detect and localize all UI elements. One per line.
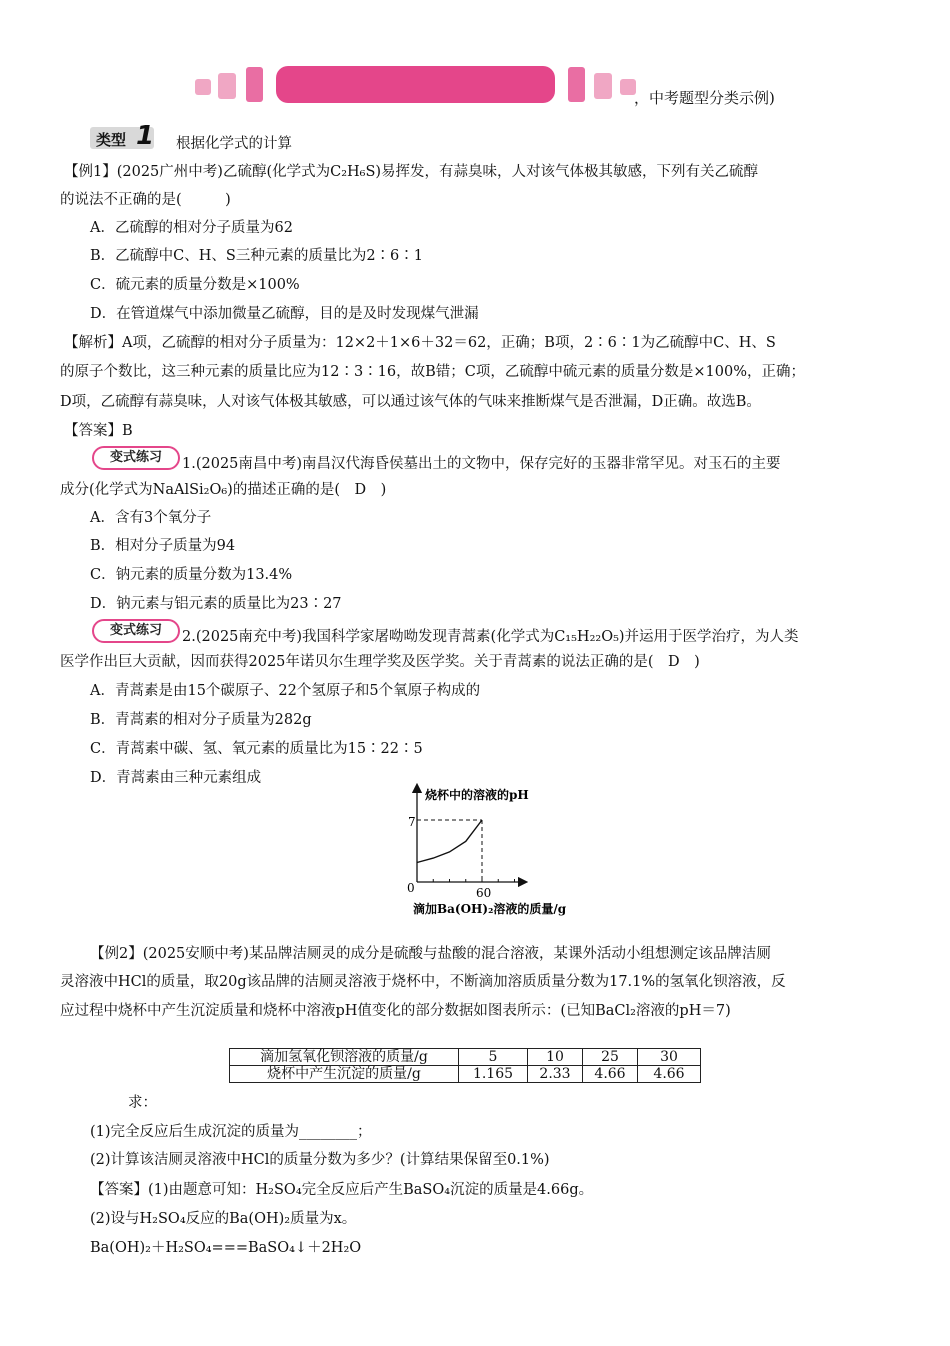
practice2-option-c: C．青蒿素中碳、氢、氧元素的质量比为15∶22∶5 [90,741,423,757]
practice-tag-1: 变式练习 [92,446,180,470]
table-cell: 4.66 [638,1066,701,1083]
practice2-line1: 2.(2025南充中考)我国科学家屠呦呦发现青蒿素(化学式为C₁₅H₂₂O₅)并运用于医学治疗，为人类 [182,629,799,645]
banner-decoration-left-2 [218,73,236,99]
banner-main-bar [276,66,555,103]
example1-option-a: A．乙硫醇的相对分子质量为62 [90,220,293,236]
example1-answer: 【答案】B [64,423,133,439]
example1-analysis-2: 的原子个数比，这三种元素的质量比应为12∶3∶16，故B错；C项，乙硫醇中硫元素的质量分数是×100%，正确； [60,364,805,380]
banner-decoration-right-1 [568,67,585,102]
example1-analysis-3: D项，乙硫醇有蒜臭味，人对该气体极其敏感，可以通过该气体的气味来推断煤气是否泄漏，D正确。故选B。 [60,394,761,410]
chart-origin-label: 0 [407,881,415,895]
table-cell: 1.165 [459,1066,528,1083]
example2-line1: 【例2】(2025安顺中考)某品牌洁厕灵的成分是硫酸与盐酸的混合溶液，某课外活动小组想测定该品牌洁厕 [90,946,771,962]
example2-line2: 灵溶液中HCl的质量，取20g该品牌的洁厕灵溶液于烧杯中，不断滴加溶质质量分数为17.1%的氢氧化钡溶液，反 [60,974,786,990]
practice1-option-d: D．钠元素与铝元素的质量比为23∶27 [90,596,342,612]
table-cell: 4.66 [583,1066,638,1083]
practice-tag-2: 变式练习 [92,619,180,643]
example2-question1: (1)完全反应后生成沉淀的质量为________； [90,1124,372,1140]
practice1-line2: 成分(化学式为NaAlSi₂O₆)的描述正确的是( D ) [60,482,387,498]
banner-decoration-left-3 [246,67,263,102]
table-row [230,1066,701,1083]
practice1-line1: 1.(2025南昌中考)南昌汉代海昏侯墓出土的文物中，保存完好的玉器非常罕见。对玉石的主要 [182,456,781,472]
chart-ylabel: 烧杯中的溶液的pH [425,788,529,802]
table-cell: 10 [528,1049,583,1066]
example1-line2: 的说法不正确的是( ) [60,192,231,208]
example1-option-c: C．硫元素的质量分数是×100% [90,277,300,293]
example1-option-d: D．在管道煤气中添加微量乙硫醇，目的是及时发现煤气泄漏 [90,306,479,322]
type-badge [90,121,155,151]
practice2-option-d: D．青蒿素由三种元素组成 [90,770,262,786]
table-cell: 滴加氢氧化钡溶液的质量/g [230,1049,459,1066]
table-cell: 2.33 [528,1066,583,1083]
practice2-option-b: B．青蒿素的相对分子质量为282g [90,712,312,728]
chart-y-tick-label: 7 [408,815,416,829]
example2-line3: 应过程中烧杯中产生沉淀质量和烧杯中溶液pH值变化的部分数据如图表所示：(已知BaCl₂溶液的pH＝7) [60,1003,731,1019]
banner-decoration-right-2 [594,73,612,99]
example2-question2: (2)计算该洁厕灵溶液中HCl的质量分数为多少？(计算结果保留至0.1%) [90,1152,550,1168]
banner-decoration-left-1 [195,79,211,95]
example2-answer1: 【答案】(1)由题意可知：H₂SO₄完全反应后产生BaSO₄沉淀的质量是4.66g。 [90,1182,594,1198]
example1-analysis-1: 【解析】A项，乙硫醇的相对分子质量为：12×2＋1×6＋32＝62，正确；B项，2∶6∶1为乙硫醇中C、H、S [64,335,776,351]
type-badge-number: 1 [136,121,155,151]
chart-series-line [417,820,482,863]
practice2-option-a: A．青蒿素是由15个碳原子、22个氢原子和5个氧原子构成的 [90,683,481,699]
type-title: 根据化学式的计算 [176,136,292,152]
practice1-option-b: B．相对分子质量为94 [90,538,236,554]
practice2-line2: 医学作出巨大贡献，因而获得2025年诺贝尔生理学奖及医学奖。关于青蒿素的说法正确的是( D ) [60,654,700,670]
table-cell: 30 [638,1049,701,1066]
practice1-option-a: A．含有3个氧分子 [90,510,212,526]
type-badge-label: 类型 [96,131,127,149]
chart-x-tick-label: 60 [476,886,492,900]
page-title: ，中考题型分类示例) [634,89,775,107]
example2-answer2: (2)设与H₂SO₄反应的Ba(OH)₂质量为x。 [90,1211,357,1227]
chart-xlabel: 滴加Ba(OH)₂溶液的质量/g [413,902,567,916]
table-cell: 25 [583,1049,638,1066]
ph-chart [395,782,595,922]
table-row [230,1049,701,1066]
example2-ask: 求： [128,1095,157,1111]
table-cell: 烧杯中产生沉淀的质量/g [230,1066,459,1083]
data-table [229,1048,701,1083]
example2-equation: Ba(OH)₂＋H₂SO₄===BaSO₄↓＋2H₂O [90,1240,362,1256]
example1-option-b: B．乙硫醇中C、H、S三种元素的质量比为2∶6∶1 [90,248,424,264]
table-cell: 5 [459,1049,528,1066]
example1-line1: 【例1】(2025广州中考)乙硫醇(化学式为C₂H₆S)易挥发，有蒜臭味，人对该气体极其敏感，下列有关乙硫醇 [64,164,759,180]
practice1-option-c: C．钠元素的质量分数为13.4% [90,567,293,583]
